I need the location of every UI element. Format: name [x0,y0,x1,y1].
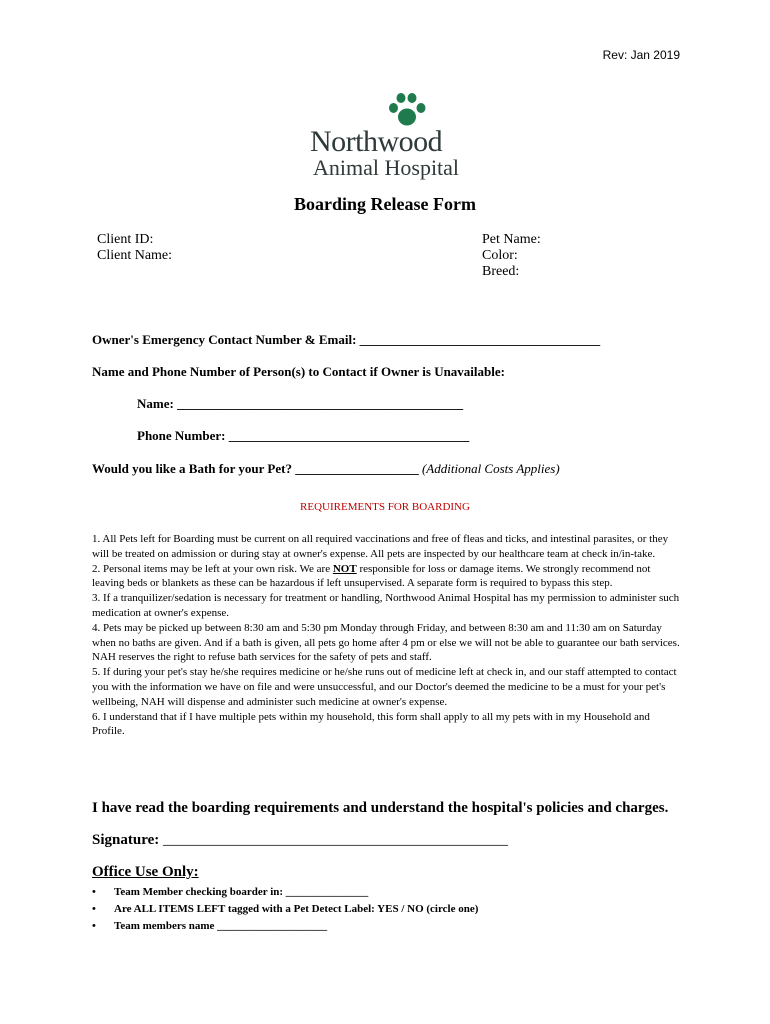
signature-line [92,832,508,849]
bullet-icon: • [92,920,96,932]
bath-note: (Additional Costs Applies) [421,461,560,476]
alternate-name-field[interactable]: ____________________________________________ [177,396,464,411]
emergency-contact-field[interactable]: _____________________________________ [359,332,601,347]
requirement-2 [92,562,682,592]
alternate-phone-field[interactable]: _____________________________________ [228,428,470,443]
requirement-2-part-a: 2. Personal items may be left at your own risk. We are [92,562,333,575]
office-item-checkin [92,884,478,901]
pet-breed-label: Breed: [482,264,520,279]
requirement-2-not: NOT [332,562,357,575]
office-item-team-member [92,918,478,935]
bath-label: Would you like a Bath for your Pet? [92,461,292,476]
form-title: Boarding Release Form [294,194,476,214]
office-item-text[interactable]: Team Member checking boarder in: _______________ [114,886,369,898]
office-use-heading: Office Use Only: [92,864,199,880]
hospital-logo [310,93,480,188]
alternate-phone-label: Phone Number: [137,428,226,443]
alternate-phone-line [137,428,469,444]
pet-name-label: Pet Name: [482,232,541,247]
alternate-name-label: Name: [137,396,174,411]
requirement-2-part-b: responsible for loss or damage items. We strongly recommend not leaving beds or blankets as these can be hazardous if left unsupervised. A separate form is required to bypass this step. [92,562,651,590]
office-item-pet-detect [92,901,478,918]
pet-color-label: Color: [482,248,518,263]
emergency-contact-label: Owner's Emergency Contact Number & Email: [92,332,357,347]
requirements-heading: REQUIREMENTS FOR BOARDING [300,501,470,513]
requirement-6: 6. I understand that if I have multiple pets within my household, this form shall apply to all my pets with in my Household and Profile. [92,710,650,738]
client-name-label: Client Name: [97,248,173,263]
alternate-contact-heading: Name and Phone Number of Person(s) to Contact if Owner is Unavailable: [92,364,505,379]
logo-name-line2: Animal Hospital [313,155,460,180]
acknowledgement-statement: I have read the boarding requirements and understand the hospital's policies and charges. [92,800,669,816]
bullet-icon: • [92,903,96,915]
signature-field[interactable]: ______________________________________________ [162,832,508,848]
requirement-3: 3. If a tranquilizer/sedation is necessary for treatment or handling, Northwood Animal Hospital has my permission to administer such medication at owner's expense. [92,592,680,619]
paw-icon [388,93,430,129]
requirement-1: 1. All Pets left for Boarding must be current on all required vaccinations and free of fleas and ticks, and intestinal parasites, or they will be treated on admission or during stay at owner's expense. All pets are inspected by our healthcare team at check in/in-take. [92,533,669,560]
signature-label: Signature: [92,832,160,848]
office-use-list [92,884,478,935]
bullet-icon: • [92,886,96,898]
requirement-5: 5. If during your pet's stay he/she requires medicine or he/she runs out of medicine left at check in, and our staff attempted to contact you with the information we have on file and were unsuccessful, and our Doctor's deemed the medicine to be a must for your pet's wellbeing, NAH will dispense and administer such medicine at owner's expense. [92,666,677,708]
office-item-text[interactable]: Are ALL ITEMS LEFT tagged with a Pet Detect Label: YES / NO (circle one) [114,903,479,915]
requirements-list [92,532,682,739]
alternate-name-line [137,396,463,412]
logo-name-line1: Northwood [310,125,443,158]
revision-date: Rev: Jan 2019 [602,48,680,62]
requirement-4: 4. Pets may be picked up between 8:30 am and 5:30 pm Monday through Friday, and between 8:30 am and 11:30 am on Saturday when no baths are given. And if a bath is given, all pets go home after 4 pm or else we will not be able to guarantee our bath services. NAH reserves the right to refuse bath services for the safety of pets and staff. [92,621,680,664]
emergency-contact-line [92,332,600,348]
client-id-label: Client ID: [97,232,154,247]
office-item-text[interactable]: Team members name ____________________ [114,920,328,932]
bath-field[interactable]: ___________________ [295,461,419,476]
bath-line [92,461,560,477]
